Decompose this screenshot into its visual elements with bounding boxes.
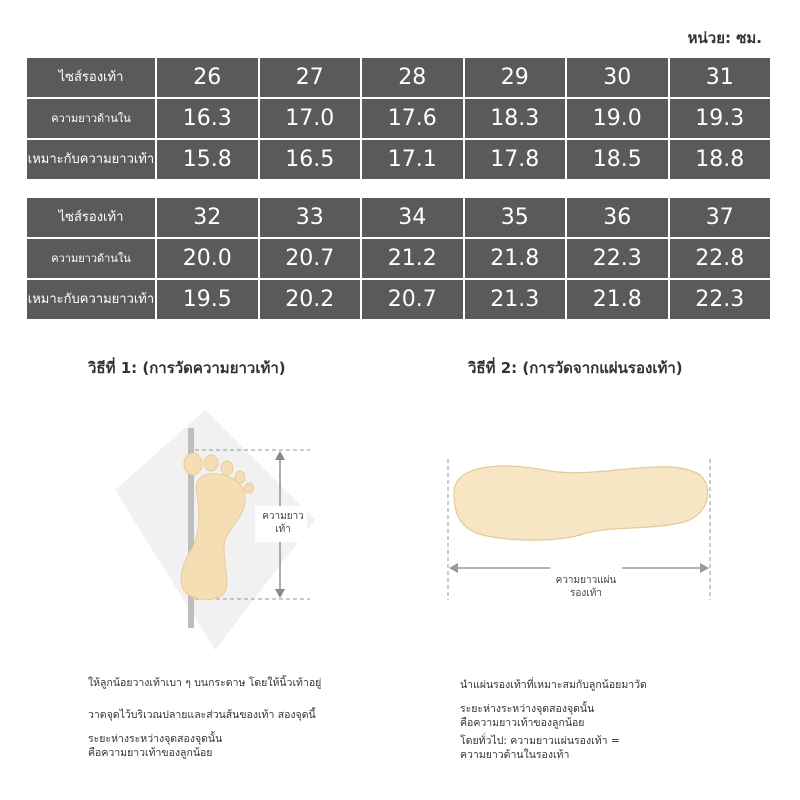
table-cell: 20.7 [361, 279, 464, 320]
method2-desc-line: ระยะห่างระหว่างจุดสองจุดนั้น [460, 703, 595, 715]
method1-desc-line: วาดจุดไว้บริเวณปลายและส่วนส้นของเท้า สองจุดนี้ [88, 709, 316, 721]
table-cell: 18.3 [464, 98, 567, 139]
table-cell: 18.5 [566, 139, 669, 180]
table-row [26, 98, 771, 139]
table-cell: 16.5 [259, 139, 362, 180]
method2-desc-line: โดยทั่วไป: ความยาวแผ่นรองเท้า = [460, 735, 620, 747]
method2-desc-line: นำแผ่นรองเท้าที่เหมาะสมกับลูกน้อยมาวัด [460, 679, 647, 691]
table-cell: 21.2 [361, 238, 464, 279]
size-table-1 [25, 56, 772, 181]
table-row [26, 238, 771, 279]
table-cell: 33 [259, 197, 362, 238]
table-cell: 31 [669, 57, 772, 98]
table-row [26, 139, 771, 180]
table-cell: 30 [566, 57, 669, 98]
table-cell: 17.6 [361, 98, 464, 139]
arrow-head-bottom [275, 589, 285, 598]
table-cell: 15.8 [156, 139, 259, 180]
table-cell: 28 [361, 57, 464, 98]
table-row [26, 279, 771, 320]
method1-desc-line: ให้ลูกน้อยวางเท้าเบา ๆ บนกระดาษ โดยให้นิ้วเท้าอยู่ [88, 677, 322, 689]
row-label-foot-length: เหมาะกับความยาวเท้า [26, 279, 156, 320]
table-cell: 20.7 [259, 238, 362, 279]
table-cell: 20.0 [156, 238, 259, 279]
table-cell: 27 [259, 57, 362, 98]
table-cell: 21.8 [566, 279, 669, 320]
row-label-inner-length: ความยาวด้านใน [26, 238, 156, 279]
arrow-head-left [449, 563, 458, 573]
unit-label: หน่วย: ซม. [687, 29, 762, 47]
row-label-size: ไซส์รองเท้า [26, 57, 156, 98]
table-cell: 26 [156, 57, 259, 98]
table-cell: 35 [464, 197, 567, 238]
table-row [26, 57, 771, 98]
table-cell: 19.5 [156, 279, 259, 320]
row-label-foot-length: เหมาะกับความยาวเท้า [26, 139, 156, 180]
table-cell: 22.3 [669, 279, 772, 320]
table-cell: 17.8 [464, 139, 567, 180]
insole-icon [454, 466, 708, 540]
size-table-2 [25, 196, 772, 321]
row-label-inner-length: ความยาวด้านใน [26, 98, 156, 139]
method1-desc-line: คือความยาวเท้าของลูกน้อย [88, 747, 213, 759]
table-cell: 17.0 [259, 98, 362, 139]
table-cell: 19.3 [669, 98, 772, 139]
method2-desc-line: ความยาวด้านในรองเท้า [460, 749, 570, 761]
arrow-head-right [700, 563, 709, 573]
table-cell: 22.8 [669, 238, 772, 279]
table-cell: 37 [669, 197, 772, 238]
arrow-head-top [275, 451, 285, 460]
table-cell: 22.3 [566, 238, 669, 279]
table-cell: 17.1 [361, 139, 464, 180]
table-row [26, 197, 771, 238]
table-cell: 16.3 [156, 98, 259, 139]
row-label-size: ไซส์รองเท้า [26, 197, 156, 238]
method2-desc-line: คือความยาวเท้าของลูกน้อย [460, 717, 585, 729]
table-cell: 34 [361, 197, 464, 238]
table-cell: 19.0 [566, 98, 669, 139]
method1-title: วิธีที่ 1: (การวัดความยาวเท้า) [88, 359, 286, 377]
table-cell: 20.2 [259, 279, 362, 320]
foot-length-label: ความยาวเท้า [262, 511, 304, 535]
method1-desc-line: ระยะห่างระหว่างจุดสองจุดนั้น [88, 733, 223, 745]
table-cell: 32 [156, 197, 259, 238]
method2-title: วิธีที่ 2: (การวัดจากแผ่นรองเท้า) [468, 359, 683, 377]
table-cell: 29 [464, 57, 567, 98]
table-cell: 21.3 [464, 279, 567, 320]
table-cell: 21.8 [464, 238, 567, 279]
table-cell: 36 [566, 197, 669, 238]
insole-length-label: ความยาวแผ่นรองเท้า [555, 575, 617, 599]
table-cell: 18.8 [669, 139, 772, 180]
